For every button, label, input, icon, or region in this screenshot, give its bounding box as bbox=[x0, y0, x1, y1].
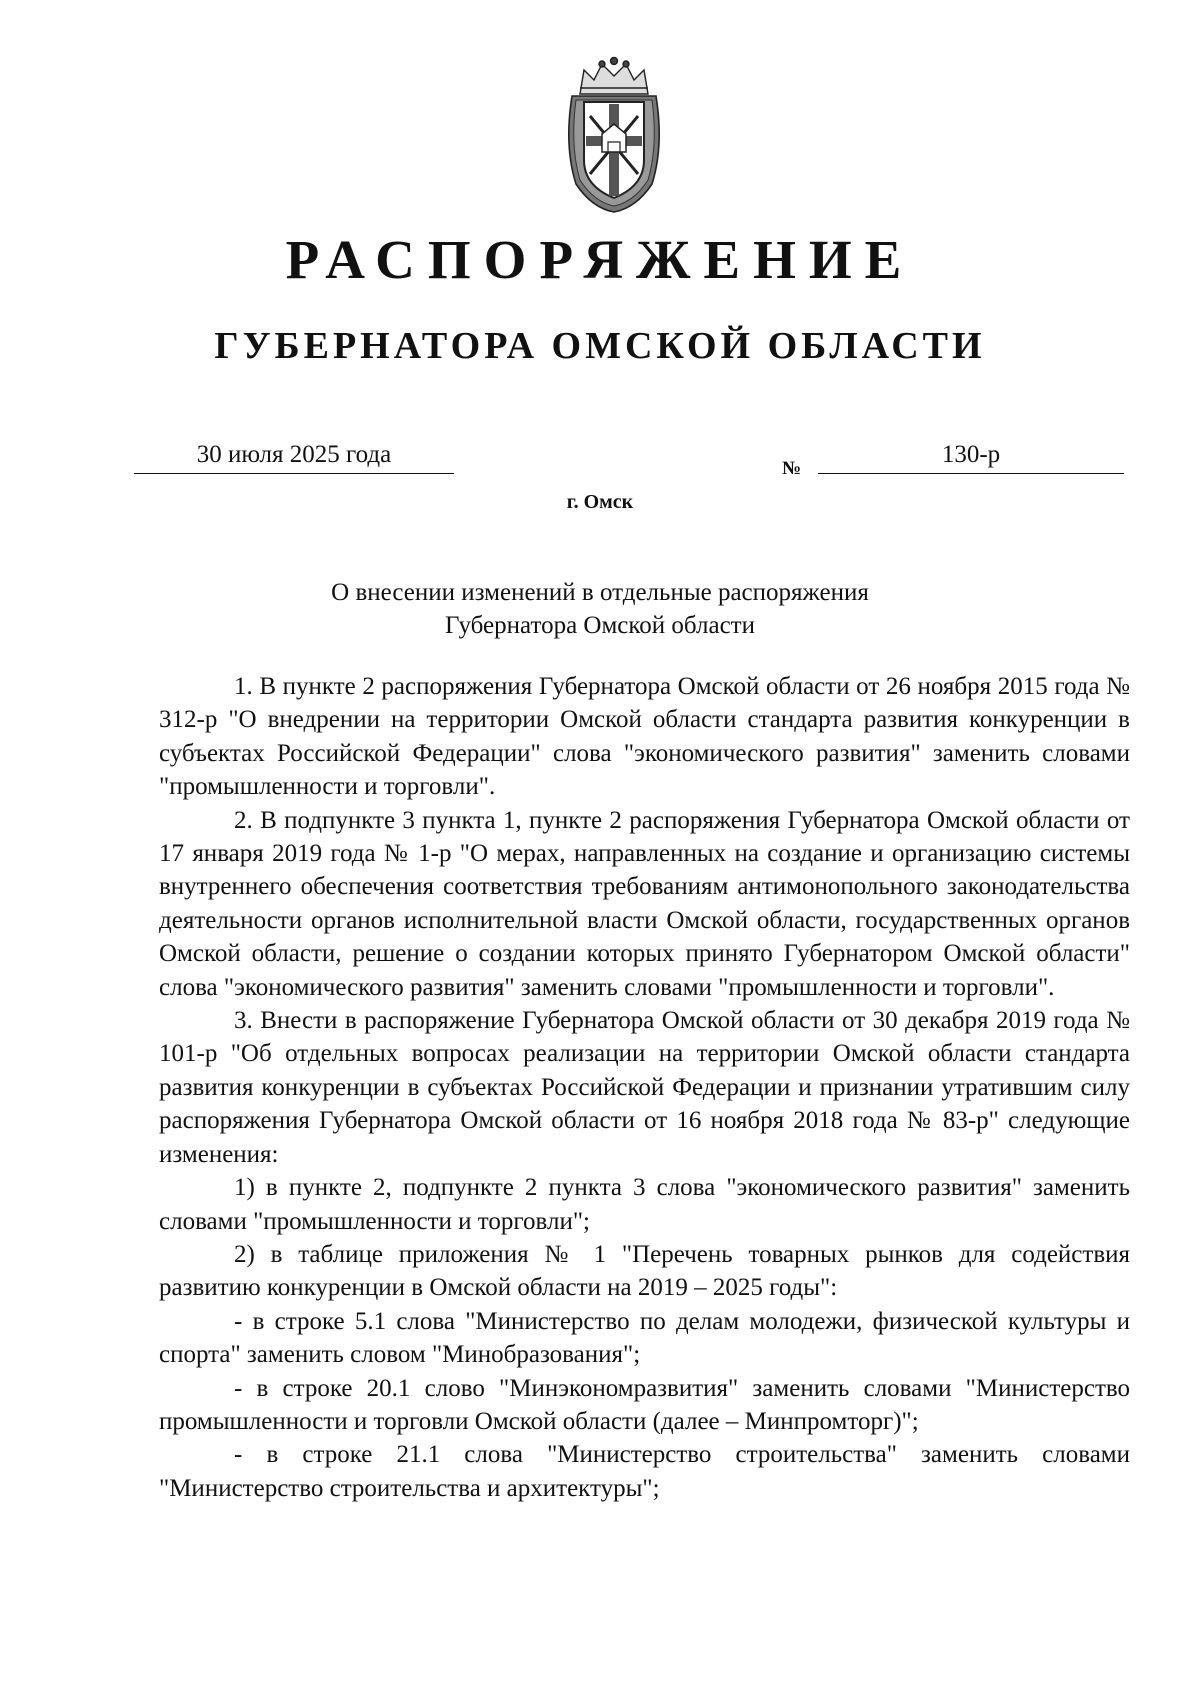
number-label: № bbox=[782, 458, 802, 479]
paragraph: 1) в пункте 2, подпункте 2 пункта 3 слова "экономического развития" заменить словами "промышленности и торговли"; bbox=[159, 1174, 1130, 1235]
paragraph: - в строке 20.1 слово "Минэкономразвития" заменить словами "Министерство промышленности и торговли Омской области (далее – Минпромторг)"; bbox=[159, 1374, 1130, 1435]
paragraph: - в строке 21.1 слова "Министерство строительства" заменить словами "Министерство строительства и архитектуры"; bbox=[159, 1441, 1130, 1502]
document-date: 30 июля 2025 года bbox=[134, 440, 454, 474]
heading-line-1: О внесении изменений в отдельные распоряжения bbox=[331, 579, 869, 606]
paragraph: 2) в таблице приложения № 1 "Перечень товарных рынков для содействия развитию конкуренции в Омской области на 2019 – 2025 годы": bbox=[159, 1240, 1130, 1302]
paragraph: 3. Внести в распоряжение Губернатора Омской области от 30 декабря 2019 года № 101-р "Об отдельных вопросах реализации на территории Омской области стандарта развития конкуренции в субъектах Российской Федерации и признании утратившим силу распоряжения Губернатора Омской области от 16 ноября 2018 года № 83-р" следующие изменения: bbox=[159, 1007, 1130, 1168]
document-body bbox=[159, 670, 1130, 1505]
coat-of-arms-emblem bbox=[562, 56, 666, 214]
document-heading bbox=[0, 576, 1200, 642]
heading-line-2: Губернатора Омской области bbox=[445, 612, 755, 639]
paragraph: 2. В подпункте 3 пункта 1, пункте 2 распоряжения Губернатора Омской области от 17 января 2019 года № 1-р "О мерах, направленных на создание и организацию системы внутреннего обеспечения соответствия требованиям антимонопольного законодательства деятельности органов исполнительной власти Омской области, государственных органов Омской области, решение о создании которых принято Губернатором Омской области" слова "экономического развития" заменить словами "промышленности и торговли". bbox=[159, 806, 1130, 1001]
document-subtitle: ГУБЕРНАТОРА ОМСКОЙ ОБЛАСТИ bbox=[214, 325, 986, 367]
paragraph: 1. В пункте 2 распоряжения Губернатора Омской области от 26 ноября 2015 года № 312-р "О внедрении на территории Омской области стандарта развития конкуренции в субъектах Российской Федерации" слова "экономического развития" заменить словами "промышленности и торговли". bbox=[159, 673, 1130, 801]
document-place: г. Омск bbox=[566, 491, 634, 513]
paragraph: - в строке 5.1 слова "Министерство по делам молодежи, физической культуры и спорта" заменить словом "Минобразования"; bbox=[159, 1307, 1130, 1369]
document-number: 130-р bbox=[818, 440, 1124, 474]
document-title: РАСПОРЯЖЕНИЕ bbox=[285, 229, 915, 290]
